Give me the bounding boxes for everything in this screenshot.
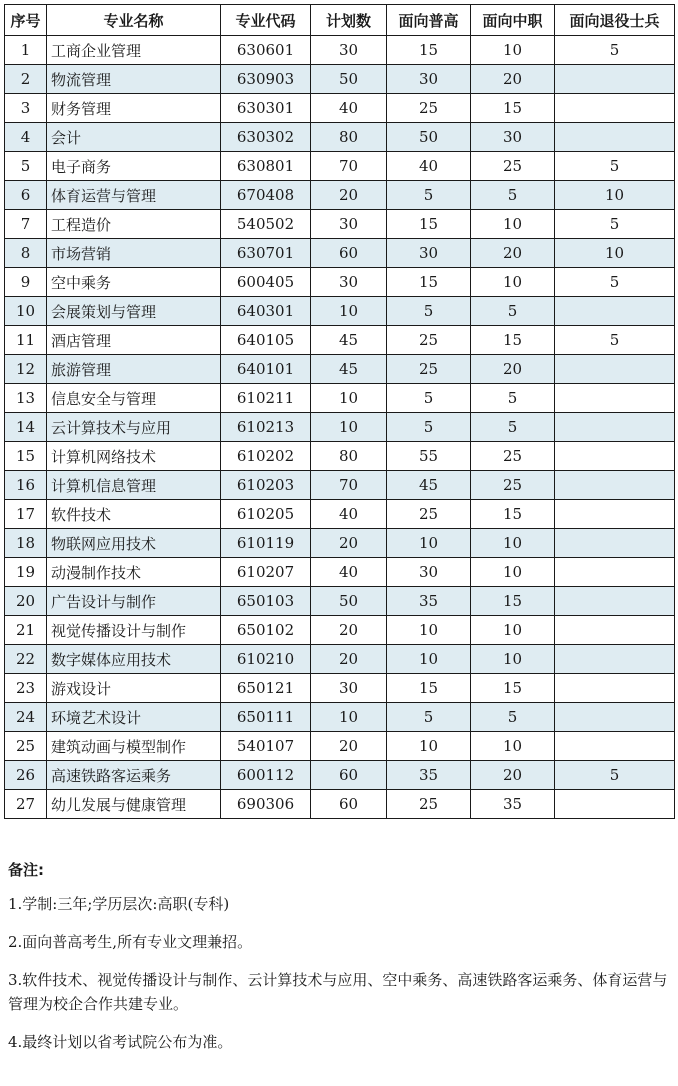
cell-index: 12 — [5, 355, 47, 384]
cell-veterans: 5 — [555, 761, 675, 790]
cell-general-high: 15 — [387, 210, 471, 239]
header-plan-count: 计划数 — [311, 5, 387, 36]
cell-major-code: 650121 — [221, 674, 311, 703]
cell-index: 5 — [5, 152, 47, 181]
cell-veterans — [555, 442, 675, 471]
cell-general-high: 35 — [387, 761, 471, 790]
cell-veterans: 5 — [555, 36, 675, 65]
table-row — [5, 152, 675, 181]
cell-major-name: 游戏设计 — [47, 674, 221, 703]
cell-general-high: 5 — [387, 413, 471, 442]
table-row — [5, 616, 675, 645]
cell-plan-count: 10 — [311, 297, 387, 326]
cell-veterans — [555, 123, 675, 152]
cell-plan-count: 40 — [311, 94, 387, 123]
table-row — [5, 123, 675, 152]
table-row — [5, 355, 675, 384]
cell-vocational: 20 — [471, 761, 555, 790]
cell-veterans — [555, 413, 675, 442]
table-row — [5, 181, 675, 210]
cell-veterans — [555, 645, 675, 674]
cell-plan-count: 20 — [311, 645, 387, 674]
cell-major-name: 物联网应用技术 — [47, 529, 221, 558]
cell-major-code: 600112 — [221, 761, 311, 790]
cell-plan-count: 20 — [311, 529, 387, 558]
cell-vocational: 5 — [471, 413, 555, 442]
cell-vocational: 25 — [471, 152, 555, 181]
cell-veterans — [555, 355, 675, 384]
cell-major-code: 610205 — [221, 500, 311, 529]
header-index: 序号 — [5, 5, 47, 36]
cell-major-code: 670408 — [221, 181, 311, 210]
table-row — [5, 326, 675, 355]
table-row — [5, 529, 675, 558]
cell-veterans — [555, 674, 675, 703]
table-row — [5, 268, 675, 297]
cell-vocational: 25 — [471, 471, 555, 500]
cell-vocational: 15 — [471, 94, 555, 123]
table-row — [5, 36, 675, 65]
cell-general-high: 35 — [387, 587, 471, 616]
cell-major-name: 信息安全与管理 — [47, 384, 221, 413]
cell-veterans — [555, 616, 675, 645]
cell-veterans — [555, 790, 675, 819]
cell-index: 17 — [5, 500, 47, 529]
cell-plan-count: 30 — [311, 36, 387, 65]
cell-general-high: 10 — [387, 529, 471, 558]
cell-vocational: 5 — [471, 297, 555, 326]
cell-index: 16 — [5, 471, 47, 500]
cell-index: 15 — [5, 442, 47, 471]
cell-general-high: 25 — [387, 790, 471, 819]
cell-veterans — [555, 529, 675, 558]
header-general-high: 面向普高 — [387, 5, 471, 36]
cell-major-code: 640101 — [221, 355, 311, 384]
cell-veterans: 5 — [555, 268, 675, 297]
cell-index: 14 — [5, 413, 47, 442]
cell-veterans — [555, 65, 675, 94]
notes-section — [8, 858, 668, 1068]
enrollment-plan-table — [4, 4, 675, 819]
cell-major-code: 650103 — [221, 587, 311, 616]
cell-general-high: 15 — [387, 36, 471, 65]
table-row — [5, 210, 675, 239]
cell-plan-count: 40 — [311, 500, 387, 529]
cell-major-name: 高速铁路客运乘务 — [47, 761, 221, 790]
cell-major-code: 630801 — [221, 152, 311, 181]
cell-veterans — [555, 94, 675, 123]
cell-index: 3 — [5, 94, 47, 123]
cell-major-name: 软件技术 — [47, 500, 221, 529]
cell-major-code: 610211 — [221, 384, 311, 413]
note-item: 3.软件技术、视觉传播设计与制作、云计算技术与应用、空中乘务、高速铁路客运乘务、体育运营与管理为校企合作共建专业。 — [8, 971, 668, 1013]
table-row — [5, 703, 675, 732]
cell-major-code: 540107 — [221, 732, 311, 761]
cell-major-name: 会计 — [47, 123, 221, 152]
cell-index: 19 — [5, 558, 47, 587]
cell-vocational: 10 — [471, 558, 555, 587]
cell-general-high: 5 — [387, 297, 471, 326]
cell-plan-count: 80 — [311, 442, 387, 471]
cell-general-high: 5 — [387, 703, 471, 732]
cell-plan-count: 60 — [311, 790, 387, 819]
header-veterans: 面向退役士兵 — [555, 5, 675, 36]
cell-major-code: 650102 — [221, 616, 311, 645]
cell-veterans — [555, 587, 675, 616]
cell-major-name: 云计算技术与应用 — [47, 413, 221, 442]
cell-general-high: 10 — [387, 645, 471, 674]
cell-plan-count: 70 — [311, 471, 387, 500]
cell-plan-count: 30 — [311, 268, 387, 297]
cell-major-code: 630701 — [221, 239, 311, 268]
cell-vocational: 15 — [471, 674, 555, 703]
cell-major-code: 650111 — [221, 703, 311, 732]
cell-major-code: 610202 — [221, 442, 311, 471]
cell-major-name: 工商企业管理 — [47, 36, 221, 65]
cell-major-code: 610203 — [221, 471, 311, 500]
cell-major-code: 610207 — [221, 558, 311, 587]
cell-major-code: 630301 — [221, 94, 311, 123]
cell-veterans — [555, 703, 675, 732]
cell-major-name: 建筑动画与模型制作 — [47, 732, 221, 761]
cell-vocational: 10 — [471, 210, 555, 239]
cell-index: 26 — [5, 761, 47, 790]
notes-title: 备注: — [8, 861, 44, 879]
cell-index: 7 — [5, 210, 47, 239]
table-row — [5, 732, 675, 761]
table-row — [5, 674, 675, 703]
cell-vocational: 5 — [471, 703, 555, 732]
cell-index: 24 — [5, 703, 47, 732]
cell-plan-count: 60 — [311, 239, 387, 268]
cell-major-name: 酒店管理 — [47, 326, 221, 355]
table-row — [5, 65, 675, 94]
cell-general-high: 25 — [387, 326, 471, 355]
table-header-row — [5, 5, 675, 36]
cell-veterans — [555, 558, 675, 587]
cell-index: 2 — [5, 65, 47, 94]
cell-major-name: 会展策划与管理 — [47, 297, 221, 326]
header-major-name: 专业名称 — [47, 5, 221, 36]
cell-general-high: 25 — [387, 500, 471, 529]
note-item: 1.学制:三年;学历层次:高职(专科) — [8, 895, 230, 913]
cell-vocational: 10 — [471, 268, 555, 297]
cell-vocational: 10 — [471, 529, 555, 558]
table-row — [5, 500, 675, 529]
cell-major-code: 610119 — [221, 529, 311, 558]
cell-major-name: 幼儿发展与健康管理 — [47, 790, 221, 819]
table-row — [5, 587, 675, 616]
cell-major-name: 空中乘务 — [47, 268, 221, 297]
cell-index: 1 — [5, 36, 47, 65]
cell-plan-count: 70 — [311, 152, 387, 181]
cell-index: 13 — [5, 384, 47, 413]
cell-veterans — [555, 732, 675, 761]
table-row — [5, 413, 675, 442]
cell-index: 4 — [5, 123, 47, 152]
table-body — [5, 36, 675, 819]
cell-major-code: 630601 — [221, 36, 311, 65]
cell-vocational: 5 — [471, 384, 555, 413]
cell-vocational: 10 — [471, 732, 555, 761]
cell-veterans — [555, 500, 675, 529]
cell-major-name: 电子商务 — [47, 152, 221, 181]
header-vocational: 面向中职 — [471, 5, 555, 36]
cell-veterans: 10 — [555, 181, 675, 210]
cell-general-high: 30 — [387, 558, 471, 587]
cell-vocational: 10 — [471, 616, 555, 645]
cell-general-high: 5 — [387, 181, 471, 210]
cell-major-code: 690306 — [221, 790, 311, 819]
cell-vocational: 30 — [471, 123, 555, 152]
cell-general-high: 10 — [387, 732, 471, 761]
cell-veterans — [555, 297, 675, 326]
cell-vocational: 5 — [471, 181, 555, 210]
cell-general-high: 15 — [387, 674, 471, 703]
cell-plan-count: 10 — [311, 413, 387, 442]
cell-general-high: 25 — [387, 355, 471, 384]
cell-plan-count: 45 — [311, 355, 387, 384]
cell-vocational: 10 — [471, 645, 555, 674]
cell-plan-count: 20 — [311, 732, 387, 761]
cell-vocational: 20 — [471, 65, 555, 94]
cell-plan-count: 10 — [311, 703, 387, 732]
cell-general-high: 45 — [387, 471, 471, 500]
cell-general-high: 55 — [387, 442, 471, 471]
cell-plan-count: 50 — [311, 65, 387, 94]
table-row — [5, 239, 675, 268]
table-row — [5, 297, 675, 326]
cell-major-code: 610210 — [221, 645, 311, 674]
cell-plan-count: 10 — [311, 384, 387, 413]
cell-vocational: 10 — [471, 36, 555, 65]
cell-major-name: 数字媒体应用技术 — [47, 645, 221, 674]
cell-veterans: 5 — [555, 210, 675, 239]
cell-major-name: 动漫制作技术 — [47, 558, 221, 587]
cell-index: 18 — [5, 529, 47, 558]
cell-vocational: 20 — [471, 239, 555, 268]
cell-major-name: 计算机网络技术 — [47, 442, 221, 471]
cell-major-name: 广告设计与制作 — [47, 587, 221, 616]
cell-index: 10 — [5, 297, 47, 326]
cell-plan-count: 45 — [311, 326, 387, 355]
cell-index: 25 — [5, 732, 47, 761]
cell-major-name: 工程造价 — [47, 210, 221, 239]
cell-general-high: 30 — [387, 239, 471, 268]
cell-vocational: 25 — [471, 442, 555, 471]
table-row — [5, 384, 675, 413]
table-row — [5, 442, 675, 471]
cell-index: 9 — [5, 268, 47, 297]
cell-veterans: 5 — [555, 152, 675, 181]
table-row — [5, 761, 675, 790]
table-row — [5, 790, 675, 819]
header-major-code: 专业代码 — [221, 5, 311, 36]
cell-general-high: 30 — [387, 65, 471, 94]
cell-plan-count: 20 — [311, 616, 387, 645]
table-row — [5, 94, 675, 123]
enrollment-plan-sheet — [4, 4, 674, 819]
cell-major-name: 旅游管理 — [47, 355, 221, 384]
cell-major-name: 计算机信息管理 — [47, 471, 221, 500]
cell-plan-count: 30 — [311, 210, 387, 239]
note-item: 2.面向普高考生,所有专业文理兼招。 — [8, 933, 253, 951]
cell-major-code: 640301 — [221, 297, 311, 326]
cell-general-high: 15 — [387, 268, 471, 297]
note-item: 4.最终计划以省考试院公布为准。 — [8, 1033, 233, 1051]
cell-veterans: 5 — [555, 326, 675, 355]
cell-veterans: 10 — [555, 239, 675, 268]
cell-plan-count: 80 — [311, 123, 387, 152]
cell-vocational: 20 — [471, 355, 555, 384]
cell-veterans — [555, 471, 675, 500]
table-row — [5, 558, 675, 587]
cell-major-code: 640105 — [221, 326, 311, 355]
table-row — [5, 645, 675, 674]
cell-major-name: 体育运营与管理 — [47, 181, 221, 210]
cell-major-code: 540502 — [221, 210, 311, 239]
cell-general-high: 50 — [387, 123, 471, 152]
cell-index: 23 — [5, 674, 47, 703]
cell-vocational: 15 — [471, 326, 555, 355]
cell-index: 11 — [5, 326, 47, 355]
cell-major-code: 630903 — [221, 65, 311, 94]
cell-plan-count: 30 — [311, 674, 387, 703]
cell-general-high: 40 — [387, 152, 471, 181]
cell-vocational: 15 — [471, 587, 555, 616]
cell-major-name: 市场营销 — [47, 239, 221, 268]
cell-plan-count: 50 — [311, 587, 387, 616]
cell-general-high: 10 — [387, 616, 471, 645]
cell-plan-count: 20 — [311, 181, 387, 210]
table-row — [5, 471, 675, 500]
cell-major-name: 视觉传播设计与制作 — [47, 616, 221, 645]
cell-plan-count: 60 — [311, 761, 387, 790]
cell-general-high: 25 — [387, 94, 471, 123]
cell-index: 27 — [5, 790, 47, 819]
cell-major-name: 物流管理 — [47, 65, 221, 94]
cell-index: 21 — [5, 616, 47, 645]
cell-major-code: 630302 — [221, 123, 311, 152]
cell-index: 8 — [5, 239, 47, 268]
cell-veterans — [555, 384, 675, 413]
cell-major-name: 财务管理 — [47, 94, 221, 123]
cell-index: 22 — [5, 645, 47, 674]
cell-vocational: 35 — [471, 790, 555, 819]
cell-major-code: 610213 — [221, 413, 311, 442]
cell-general-high: 5 — [387, 384, 471, 413]
cell-vocational: 15 — [471, 500, 555, 529]
cell-plan-count: 40 — [311, 558, 387, 587]
cell-major-name: 环境艺术设计 — [47, 703, 221, 732]
cell-index: 6 — [5, 181, 47, 210]
cell-index: 20 — [5, 587, 47, 616]
cell-major-code: 600405 — [221, 268, 311, 297]
